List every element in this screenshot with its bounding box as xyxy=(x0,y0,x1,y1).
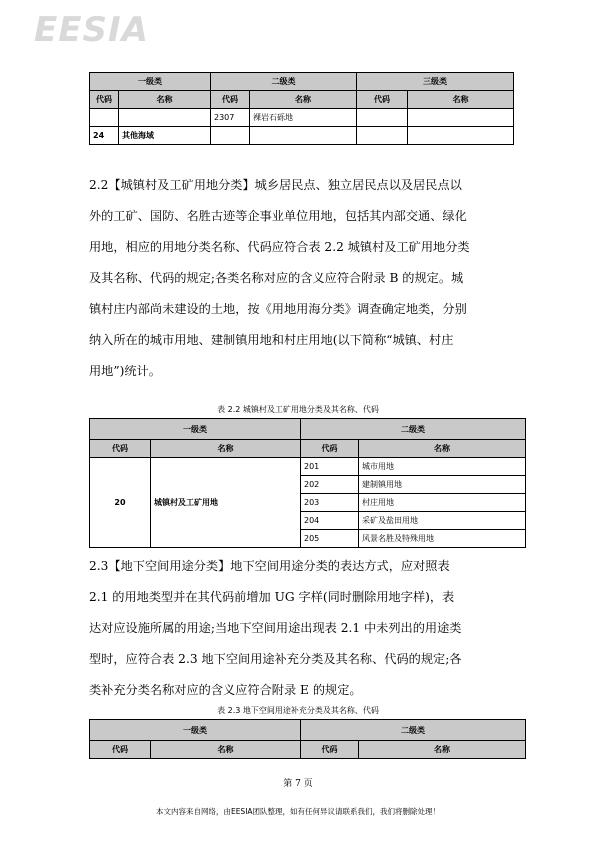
cell-name3 xyxy=(408,127,514,145)
header-name: 名称 xyxy=(359,440,526,458)
main-code: 20 xyxy=(90,458,151,548)
sub-code: 202 xyxy=(301,476,359,494)
paragraph-line: 纳入所在的城市用地、建制镇用地和村庄用地(以下简称“城镇、村庄 xyxy=(89,333,454,347)
table-row xyxy=(90,458,526,476)
header-name: 名称 xyxy=(359,741,526,759)
cell-code3 xyxy=(357,127,408,145)
paragraph-line: 镇村庄内部尚未建设的土地，按《用地用海分类》调查确定地类，分别 xyxy=(89,302,467,316)
sub-code: 203 xyxy=(301,494,359,512)
paragraph-line: 用地”)统计。 xyxy=(89,364,161,378)
header-level1: 一级类 xyxy=(90,73,211,91)
table-subheader-row xyxy=(90,440,526,458)
header-code: 代码 xyxy=(211,91,250,109)
cell-code3 xyxy=(357,109,408,127)
table-2-2 xyxy=(89,418,526,548)
header-code: 代码 xyxy=(301,741,359,759)
table-row xyxy=(90,127,514,145)
paragraph-line: 型时，应符合表 2.3 地下空间用途补充分类及其名称、代码的规定;各 xyxy=(89,652,462,666)
paragraph-line: 外的工矿、国防、名胜古迹等企事业单位用地，包括其内部交通、绿化 xyxy=(89,209,467,223)
sub-name: 风景名胜及特殊用地 xyxy=(359,530,526,548)
cell-name1: 其他海域 xyxy=(119,127,211,145)
paragraph-line: 用地，相应的用地分类名称、代码应符合表 2.2 城镇村及工矿用地分类 xyxy=(89,240,470,254)
paragraph-line: 2.1 的用地类型并在其代码前增加 UG 字样(同时删除用地字样)，表 xyxy=(89,590,455,604)
header-level1: 一级类 xyxy=(90,419,301,440)
paragraph-line: 类补充分类名称对应的含义应符合附录 E 的规定。 xyxy=(89,683,362,697)
cell-code1: 24 xyxy=(90,127,119,145)
sub-name: 采矿及盐田用地 xyxy=(359,512,526,530)
cell-name2 xyxy=(250,127,357,145)
header-code: 代码 xyxy=(90,91,119,109)
table-row xyxy=(90,109,514,127)
header-level3: 三级类 xyxy=(357,73,514,91)
cell-name2: 裸岩石砾地 xyxy=(250,109,357,127)
header-level2: 二级类 xyxy=(301,419,526,440)
header-code: 代码 xyxy=(90,440,151,458)
header-name: 名称 xyxy=(119,91,211,109)
cell-name3 xyxy=(408,109,514,127)
table-header-row xyxy=(90,73,514,91)
sub-name: 城市用地 xyxy=(359,458,526,476)
sub-code: 205 xyxy=(301,530,359,548)
cell-code1 xyxy=(90,109,119,127)
paragraph-line: 2.2【城镇村及工矿用地分类】城乡居民点、独立居民点以及居民点以 xyxy=(89,178,462,192)
header-code: 代码 xyxy=(357,91,408,109)
paragraph-line: 2.3【地下空间用途分类】地下空间用途分类的表达方式，应对照表 xyxy=(89,559,450,573)
footer-note: 本文内容来自网络，由EESIA团队整理，如有任何异议请联系我们，我们将删除处理！ xyxy=(155,807,441,816)
table-2-3 xyxy=(89,719,526,759)
header-name: 名称 xyxy=(408,91,514,109)
header-name: 名称 xyxy=(151,741,301,759)
header-code: 代码 xyxy=(90,741,151,759)
table-header-row xyxy=(90,419,526,440)
eesia-logo: EESIA xyxy=(34,10,149,50)
header-name: 名称 xyxy=(250,91,357,109)
page-number: 第 7 页 xyxy=(283,779,313,789)
table-subheader-row xyxy=(90,741,526,759)
section-2-3-paragraph xyxy=(89,551,513,706)
sub-name: 建制镇用地 xyxy=(359,476,526,494)
table-2-3-caption: 表 2.3 地下空间用途补充分类及其名称、代码 xyxy=(217,706,379,715)
table-continuation xyxy=(89,72,514,145)
header-level2: 二级类 xyxy=(301,720,526,741)
main-name: 城镇村及工矿用地 xyxy=(151,458,301,548)
cell-code2: 2307 xyxy=(211,109,250,127)
cell-code2 xyxy=(211,127,250,145)
table-header-row xyxy=(90,720,526,741)
cell-name1 xyxy=(119,109,211,127)
header-level2: 二级类 xyxy=(211,73,357,91)
header-level1: 一级类 xyxy=(90,720,301,741)
table-subheader-row xyxy=(90,91,514,109)
table-2-2-caption: 表 2.2 城镇村及工矿用地分类及其名称、代码 xyxy=(217,405,379,414)
sub-code: 201 xyxy=(301,458,359,476)
sub-code: 204 xyxy=(301,512,359,530)
header-name: 名称 xyxy=(151,440,301,458)
paragraph-line: 达对应设施所属的用途;当地下空间用途出现表 2.1 中未列出的用途类 xyxy=(89,621,462,635)
paragraph-line: 及其名称、代码的规定;各类名称对应的含义应符合附录 B 的规定。城 xyxy=(89,271,464,285)
header-code: 代码 xyxy=(301,440,359,458)
sub-name: 村庄用地 xyxy=(359,494,526,512)
section-2-2-paragraph xyxy=(89,170,513,387)
